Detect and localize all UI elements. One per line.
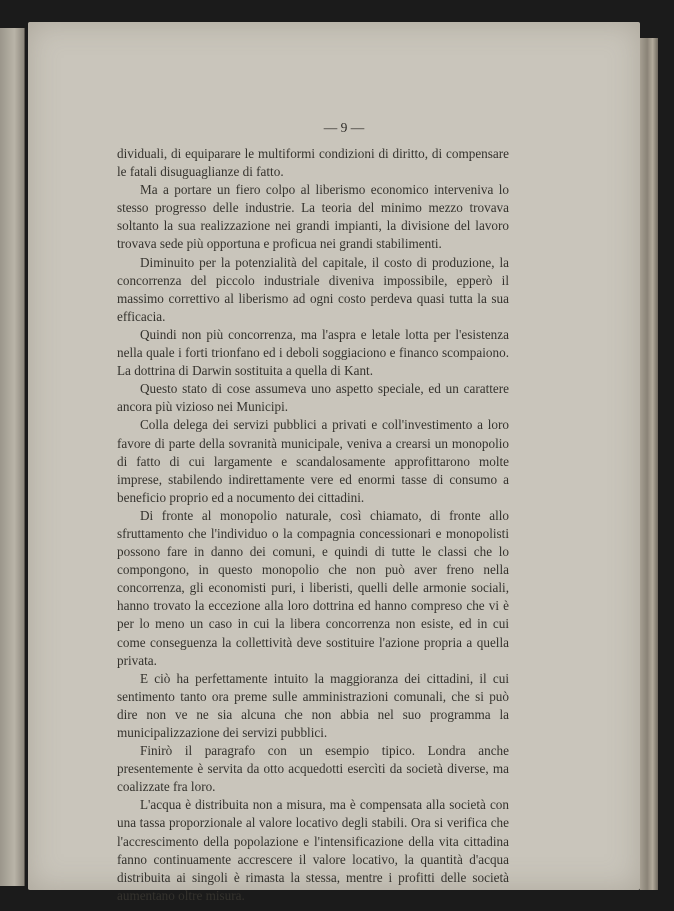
body-text <box>117 145 509 905</box>
paragraph: Ma a portare un fiero colpo al liberismo economico interveniva lo stesso progresso delle industrie. La teoria del minimo mezzo trovava soltanto la sua realizzazione nei grandi impianti, la divisione del lavoro trovava sede più opportuna e proficua nei grandi stabilimenti. <box>117 182 509 252</box>
previous-page-edge <box>0 28 25 886</box>
paragraph: Di fronte al monopolio naturale, così chiamato, di fronte allo sfruttamento che l'individuo o la compagnia concessionari e monopolisti possono fare in danno dei comuni, e quindi di tutte le classi che lo compongono, in questo monopolio che non può aver freno nella concorrenza, gli economisti puri, i liberisti, quelli delle armonie sociali, hanno trovato la eccezione alla loro dottrina ed hanno compreso che vi è per lo meno un caso in cui la libera concorrenza non esiste, ed in cui come conseguenza la collettività deve sostituire l'azione propria a quella privata. <box>117 507 509 668</box>
paragraph: Quindi non più concorrenza, ma l'aspra e letale lotta per l'esistenza nella quale i forti trionfano ed i deboli soggiaciono e financo scompaiono. La dottrina di Darwin sostituita a quella di Kant. <box>117 326 509 379</box>
paragraph: Questo stato di cose assumeva uno aspetto speciale, ed un carattere ancora più vizioso nei Municipi. <box>117 381 509 415</box>
paragraph: Colla delega dei servizi pubblici a privati e coll'investimento a loro favore di parte della sovranità municipale, veniva a crearsi un monopolio di fatto di cui largamente e scandalosamente approfittarono molte imprese, stabilendo indirettamente vere ed enormi tasse di consumo a beneficio proprio ed a nocumento dei cittadini. <box>117 417 509 505</box>
paragraph: dividuali, di equiparare le multiformi condizioni di diritto, di compensare le fatali disuguaglianze di fatto. <box>117 146 509 180</box>
page-number: — 9 — <box>323 120 365 135</box>
paragraph: Finirò il paragrafo con un esempio tipico. Londra anche presentemente è servita da otto acquedotti esercìti da società diverse, ma coalizzate fra loro. <box>117 743 509 795</box>
page-stack-edge <box>640 38 658 890</box>
paragraph: Diminuito per la potenzialità del capitale, il costo di produzione, la concorrenza del piccolo industriale diveniva impossibile, epperò il massimo correttivo al liberismo ad ogni costo perdeva quasi tutta la sua efficacia. <box>117 254 509 324</box>
paragraph: E ciò ha perfettamente intuito la maggioranza dei cittadini, il cui sentimento tanto ora preme sulle amministrazioni comunali, che si può dire non ve ne sia alcuna che non abbia nel suo programma la municipalizzazione dei servizi pubblici. <box>117 670 509 740</box>
paragraph: L'acqua è distribuita non a misura, ma è compensata alla società con una tassa proporzionale al valore locativo degli stabili. Ora si verifica che l'accrescimento della popolazione e l'intensificazione della vita cittadina fanno continuamente accrescere il valore locativo, la quantità d'acqua distribuita ai singoli è rimasta la stessa, mentre i profitti delle società aumentano oltre misura. <box>117 797 509 903</box>
